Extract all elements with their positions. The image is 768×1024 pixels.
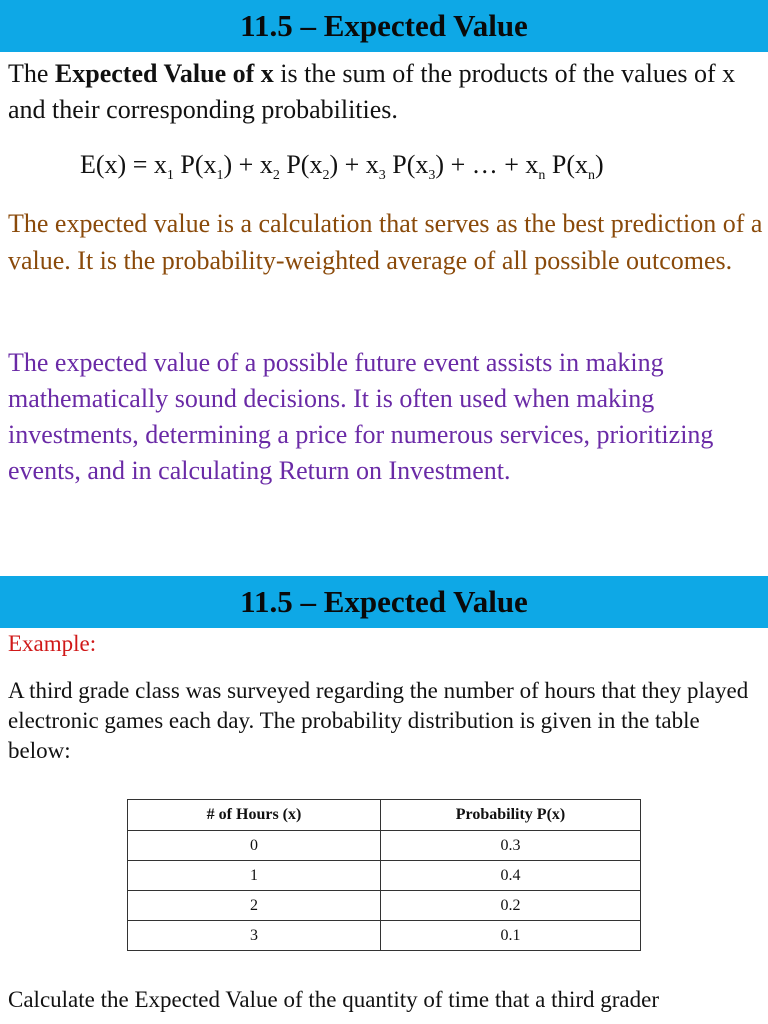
table-row bbox=[128, 921, 641, 951]
definition-prefix: The bbox=[8, 59, 55, 88]
table-header-row bbox=[128, 800, 641, 831]
definition-text bbox=[8, 56, 763, 128]
table-row bbox=[128, 891, 641, 921]
cell-hours: 3 bbox=[128, 921, 381, 951]
slide1-title-banner bbox=[0, 0, 768, 52]
expected-value-formula: $E(x) = x_1$ $P(x_1) + x_2$ $P(x_2) + x_3$ $P(x_3)$ + … + $x_n$ $P(x_n)$ bbox=[80, 150, 604, 183]
cell-hours: 2 bbox=[128, 891, 381, 921]
header-hours: # of Hours (x) bbox=[128, 800, 381, 831]
example-label: Example: bbox=[8, 631, 97, 656]
header-probability: Probability P(x) bbox=[381, 800, 641, 831]
question-text: Calculate the Expected Value of the quantity of time that a third grader bbox=[8, 987, 660, 1012]
definition-suffix: is the sum of the products of the values of x and their corresponding probabilities. bbox=[8, 59, 736, 124]
cell-hours: 1 bbox=[128, 861, 381, 891]
prediction-paragraph: The expected value is a calculation that serves as the best prediction of a value. It is the probability-weighted average of all possible outcomes. bbox=[8, 209, 763, 275]
slide2-title-banner bbox=[0, 576, 768, 628]
cell-probability: 0.4 bbox=[381, 861, 641, 891]
decisions-paragraph: The expected value of a possible future event assists in making mathematically sound decisions. It is often used when making investments, determining a price for numerous services, prioritizing events, and in calculating Return on Investment. bbox=[8, 348, 714, 485]
problem-statement: A third grade class was surveyed regarding the number of hours that they played electronic games each day. The probability distribution is given in the table below: bbox=[8, 678, 749, 763]
table-row bbox=[128, 831, 641, 861]
slide2-title: 11.5 – Expected Value bbox=[240, 584, 528, 619]
cell-probability: 0.3 bbox=[381, 831, 641, 861]
probability-distribution-table bbox=[127, 799, 641, 951]
cell-probability: 0.2 bbox=[381, 891, 641, 921]
cell-probability: 0.1 bbox=[381, 921, 641, 951]
definition-term: Expected Value of x bbox=[54, 59, 274, 88]
cell-hours: 0 bbox=[128, 831, 381, 861]
table-row bbox=[128, 861, 641, 891]
slide1-title: 11.5 – Expected Value bbox=[240, 8, 528, 43]
